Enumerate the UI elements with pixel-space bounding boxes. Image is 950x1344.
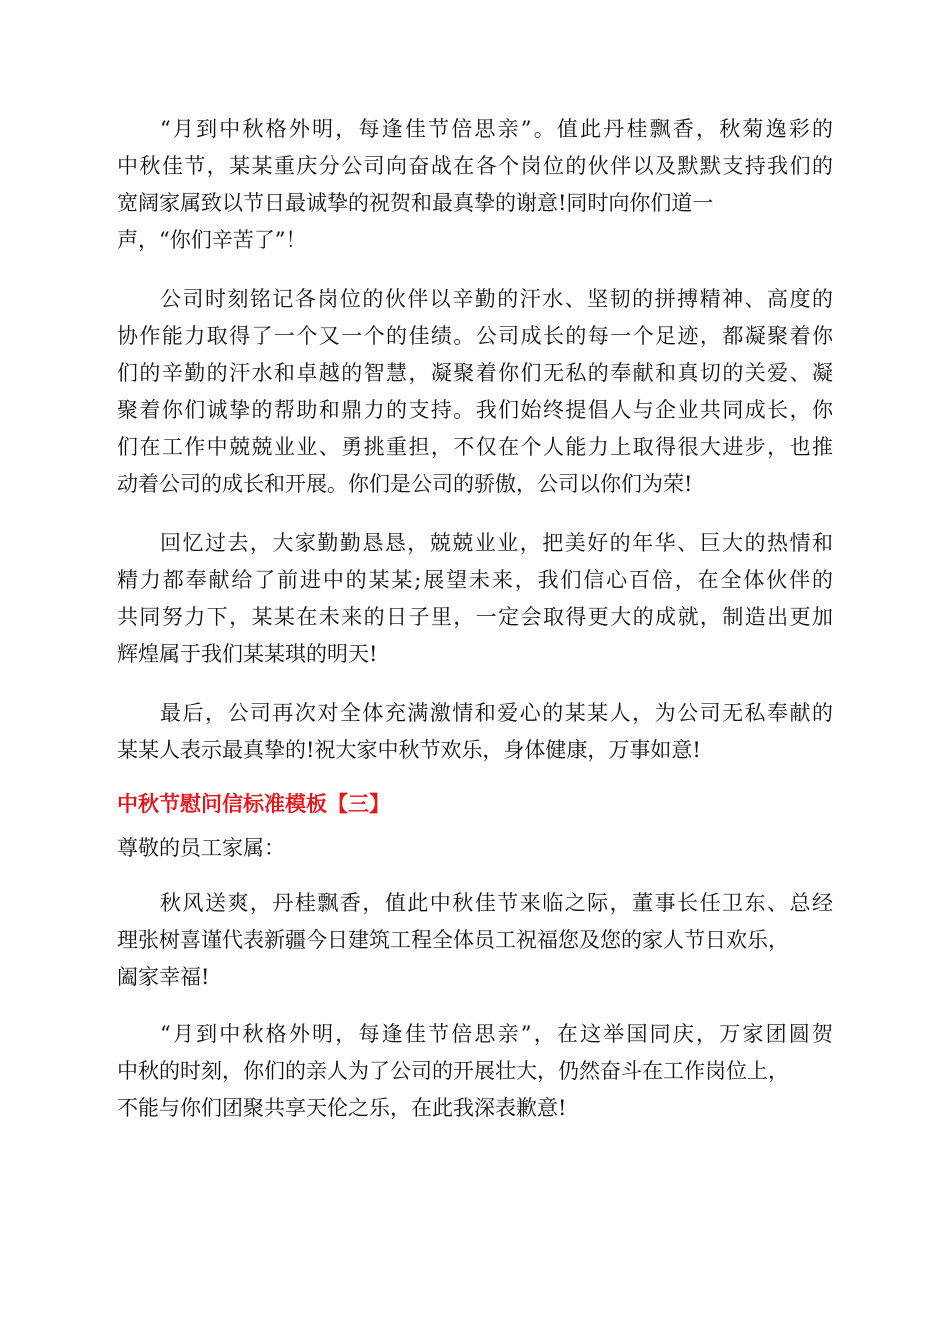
paragraph-6-line-2: 中秋的时刻，你们的亲人为了公司的开展壮大，仍然奋斗在工作岗位上， [117,1059,789,1083]
paragraph-1-line-4: 声，“你们辛苦了”！ [117,228,307,252]
paragraph-4-line-2: 某某人表示最真挚的!祝大家中秋节欢乐，身体健康，万事如意! [117,738,701,762]
paragraph-3-line-3: 共同努力下，某某在未来的日子里，一定会取得更大的成就，制造出更加 [117,605,833,629]
paragraph-6-line-1: “月到中秋格外明，每逢佳节倍思亲”，在这举国同庆，万家团圆贺 [160,1022,833,1046]
paragraph-2-line-2: 协作能力取得了一个又一个的佳绩。公司成长的每一个足迹，都凝聚着你 [117,324,833,348]
paragraph-2-line-1: 公司时刻铭记各岗位的伙伴以辛勤的汗水、坚韧的拼搏精神、高度的 [160,287,833,311]
section-heading: 中秋节慰问信标准模板【三】 [117,792,390,816]
paragraph-5-line-1: 秋风送爽，丹桂飘香，值此中秋佳节来临之际，董事长任卫东、总经 [160,891,833,915]
paragraph-3-line-1: 回忆过去，大家勤勤恳恳，兢兢业业，把美好的年华、巨大的热情和 [160,531,833,555]
paragraph-1-line-1: “月到中秋格外明，每逢佳节倍思亲”。值此丹桂飘香，秋菊逸彩的 [160,117,833,141]
paragraph-3-line-2: 精力都奉献给了前进中的某某;展望未来，我们信心百倍，在全体伙伴的 [117,568,833,592]
paragraph-2-line-4: 聚着你们诚挚的帮助和鼎力的支持。我们始终提倡人与企业共同成长，你 [117,398,833,422]
paragraph-6-line-3: 不能与你们团聚共享天伦之乐，在此我深表歉意! [117,1096,567,1120]
paragraph-5-line-3: 阖家幸福! [117,965,210,989]
paragraph-4-line-1: 最后，公司再次对全体充满激情和爱心的某某人，为公司无私奉献的 [160,701,833,725]
paragraph-2-line-6: 动着公司的成长和开展。你们是公司的骄傲，公司以你们为荣! [117,472,693,496]
paragraph-5-line-2: 理张树喜谨代表新疆今日建筑工程全体员工祝福您及您的家人节日欢乐， [117,928,789,952]
paragraph-3-line-4: 辉煌属于我们某某琪的明天! [117,642,378,666]
paragraph-2-line-3: 们的辛勤的汗水和卓越的智慧，凝聚着你们无私的奉献和真切的关爱、凝 [117,361,833,385]
paragraph-2-line-5: 们在工作中兢兢业业、勇挑重担，不仅在个人能力上取得很大进步，也推 [117,435,833,459]
paragraph-1-line-2: 中秋佳节，某某重庆分公司向奋战在各个岗位的伙伴以及默默支持我们的 [117,154,833,178]
salutation: 尊敬的员工家属： [117,836,285,860]
paragraph-1-line-3: 宽阔家属致以节日最诚挚的祝贺和最真挚的谢意!同时向你们道一 [117,191,714,215]
